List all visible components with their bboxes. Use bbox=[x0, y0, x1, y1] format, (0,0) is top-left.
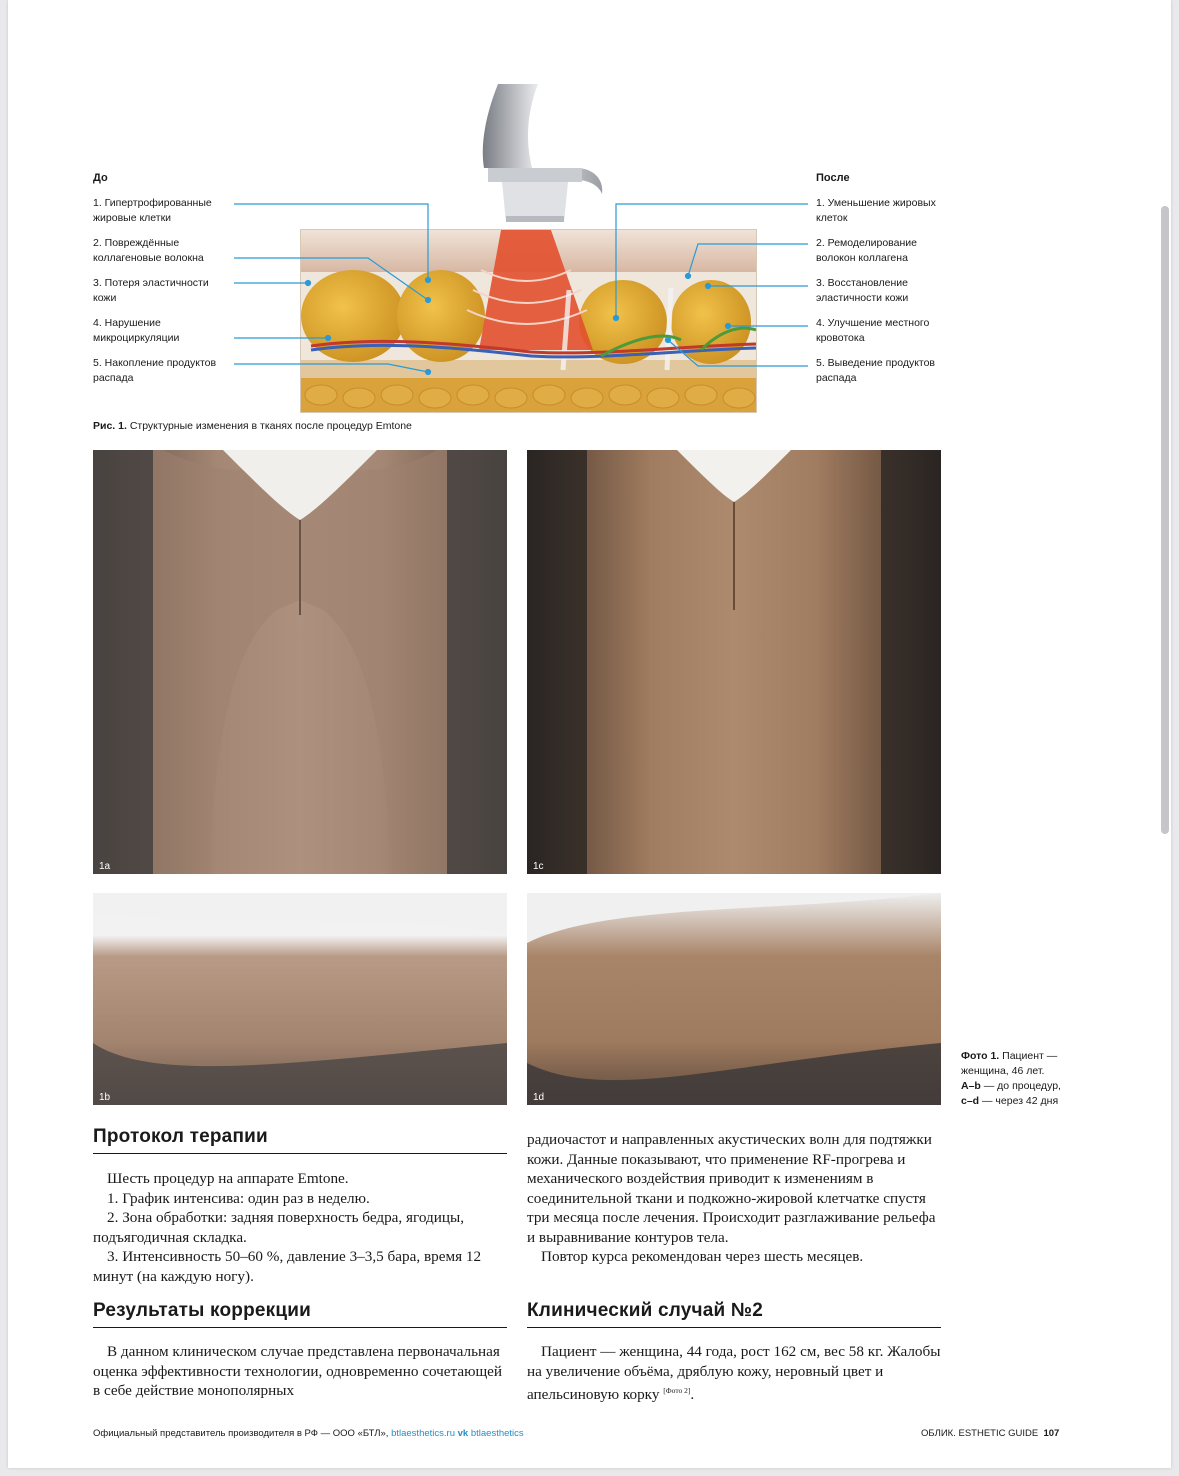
before-heading: До bbox=[93, 172, 108, 184]
before-label-5: 5. Накопление продуктов распада bbox=[93, 357, 217, 384]
leader-dot-4 bbox=[326, 336, 331, 341]
photo-tag-1b: 1b bbox=[99, 1092, 111, 1103]
before-leader-line-1 bbox=[234, 204, 428, 280]
after-leader-line-5 bbox=[668, 340, 808, 366]
figure-caption-text: Структурные изменения в тканях после процедур Emtone bbox=[129, 420, 412, 432]
leader-dot-10 bbox=[666, 338, 671, 343]
footer-site-link[interactable]: btlaesthetics.ru bbox=[391, 1428, 455, 1439]
protocol-rule bbox=[93, 1153, 507, 1154]
after-leader-line-1 bbox=[616, 204, 808, 318]
before-label-1: 1. Гипертрофированные жировые клетки bbox=[93, 197, 212, 224]
leader-dot-3 bbox=[306, 281, 311, 286]
before-leader-line-5 bbox=[234, 364, 428, 372]
photo-1b-image bbox=[93, 893, 507, 1105]
protocol-p3: 2. Зона обработки: задняя поверхность бедра, ягодицы, подъягодичная складка. bbox=[93, 1209, 464, 1246]
after-leader-line-2 bbox=[688, 244, 808, 276]
leader-dot-7 bbox=[686, 274, 691, 279]
results-body bbox=[93, 1342, 507, 1401]
photo-caption-ab-label: A–b bbox=[961, 1080, 981, 1092]
leader-dot-8 bbox=[706, 284, 711, 289]
right-column-body bbox=[527, 1130, 941, 1267]
case2-p1 bbox=[527, 1342, 941, 1405]
photo2-reference: [Фото 2] bbox=[663, 1386, 691, 1395]
protocol-title: Протокол терапии bbox=[93, 1126, 268, 1147]
case2-body bbox=[527, 1342, 941, 1405]
photo-1d bbox=[527, 893, 941, 1105]
photo-tag-1d: 1d bbox=[533, 1092, 545, 1103]
figure-caption-label: Рис. 1. bbox=[93, 420, 127, 432]
right-column-p2: Повтор курса рекомендован через шесть месяцев. bbox=[541, 1248, 864, 1265]
after-label-1: 1. Уменьшение жировых клеток bbox=[816, 197, 936, 224]
leader-dot-2 bbox=[426, 298, 431, 303]
photo-1a bbox=[93, 450, 507, 874]
photo-1c bbox=[527, 450, 941, 874]
after-label-3: 3. Восстановление эластичности кожи bbox=[816, 277, 909, 304]
photo-caption-cd-label: c–d bbox=[961, 1095, 980, 1107]
after-label-2: 2. Ремоделирование волокон коллагена bbox=[816, 237, 917, 264]
photo-1d-image bbox=[527, 893, 941, 1105]
protocol-p2: 1. График интенсива: один раз в неделю. bbox=[107, 1189, 370, 1207]
after-heading: После bbox=[816, 172, 850, 184]
photo-1b bbox=[93, 893, 507, 1105]
protocol-p4: 3. Интенсивность 50–60 %, давление 3–3,5 бара, время 12 минут (на каждую ногу). bbox=[93, 1248, 482, 1285]
photo-1c-image bbox=[527, 450, 941, 874]
case2-p1-text: Пациент — женщина, 44 года, рост 162 см, вес 58 кг. Жалобы на увеличение объёма, дряблую кожу, неровный цвет и апельсиновую корку bbox=[527, 1343, 941, 1404]
footer-left bbox=[93, 1428, 524, 1439]
vk-icon: vk bbox=[457, 1428, 469, 1439]
page-number: 107 bbox=[1043, 1428, 1060, 1439]
leader-dot-5 bbox=[426, 370, 431, 375]
photo-caption-line1: Пациент — женщина, 46 лет. bbox=[961, 1050, 1058, 1077]
photo-caption bbox=[961, 1049, 1081, 1109]
before-label-3: 3. Потеря эластичности кожи bbox=[93, 277, 209, 304]
results-p1: В данном клиническом случае представлена первоначальная оценка эффективности технологии, одновременно сочетающей в себе действие монополярных bbox=[93, 1343, 503, 1399]
case2-rule bbox=[527, 1327, 941, 1328]
protocol-body bbox=[93, 1169, 507, 1286]
leader-lines bbox=[8, 0, 1171, 420]
journal-page bbox=[8, 0, 1171, 1468]
footer-journal: ОБЛИК. ESTHETIC GUIDE bbox=[921, 1428, 1039, 1439]
protocol-p1: Шесть процедур на аппарате Emtone. bbox=[107, 1170, 349, 1187]
before-label-2: 2. Повреждённые коллагеновые волокна bbox=[93, 237, 204, 264]
footer-representative: Официальный представитель производителя в РФ — ООО «БТЛ», bbox=[93, 1428, 389, 1439]
case2-title: Клинический случай №2 bbox=[527, 1300, 764, 1321]
after-label-4: 4. Улучшение местного кровотока bbox=[816, 317, 930, 344]
before-label-4: 4. Нарушение микроциркуляции bbox=[93, 317, 180, 344]
leader-dot-1 bbox=[426, 278, 431, 283]
figure-caption bbox=[93, 420, 412, 432]
footer-right bbox=[921, 1428, 1059, 1439]
results-title: Результаты коррекции bbox=[93, 1300, 312, 1321]
photo-caption-ab-text: — до процедур, bbox=[983, 1080, 1061, 1092]
before-leader-line-2 bbox=[234, 258, 428, 300]
photo-tag-1a: 1a bbox=[99, 861, 111, 872]
right-column-p1: радиочастот и направленных акустических волн для подтяжки кожи. Данные показывают, что применение RF-прогрева и механического воздействия приводит к изменениям в соединительной ткани и подкожно-жировой клетчатке спустя три месяца после лечения. Происходит разглаживание рельефа и выравнивание контуров тела. bbox=[527, 1131, 936, 1246]
photo-tag-1c: 1c bbox=[533, 861, 544, 872]
photo-caption-label: Фото 1. bbox=[961, 1050, 1000, 1062]
results-rule bbox=[93, 1327, 507, 1328]
case2-p1-end: . bbox=[690, 1386, 695, 1404]
photo-caption-cd-text: — через 42 дня bbox=[982, 1095, 1059, 1107]
footer-vk-link[interactable]: btlaesthetics bbox=[470, 1428, 524, 1439]
leader-dot-9 bbox=[726, 324, 731, 329]
leader-dot-6 bbox=[614, 316, 619, 321]
after-label-5: 5. Выведение продуктов распада bbox=[816, 357, 936, 384]
vertical-scrollbar[interactable] bbox=[1161, 206, 1169, 834]
photo-1a-image bbox=[93, 450, 507, 874]
